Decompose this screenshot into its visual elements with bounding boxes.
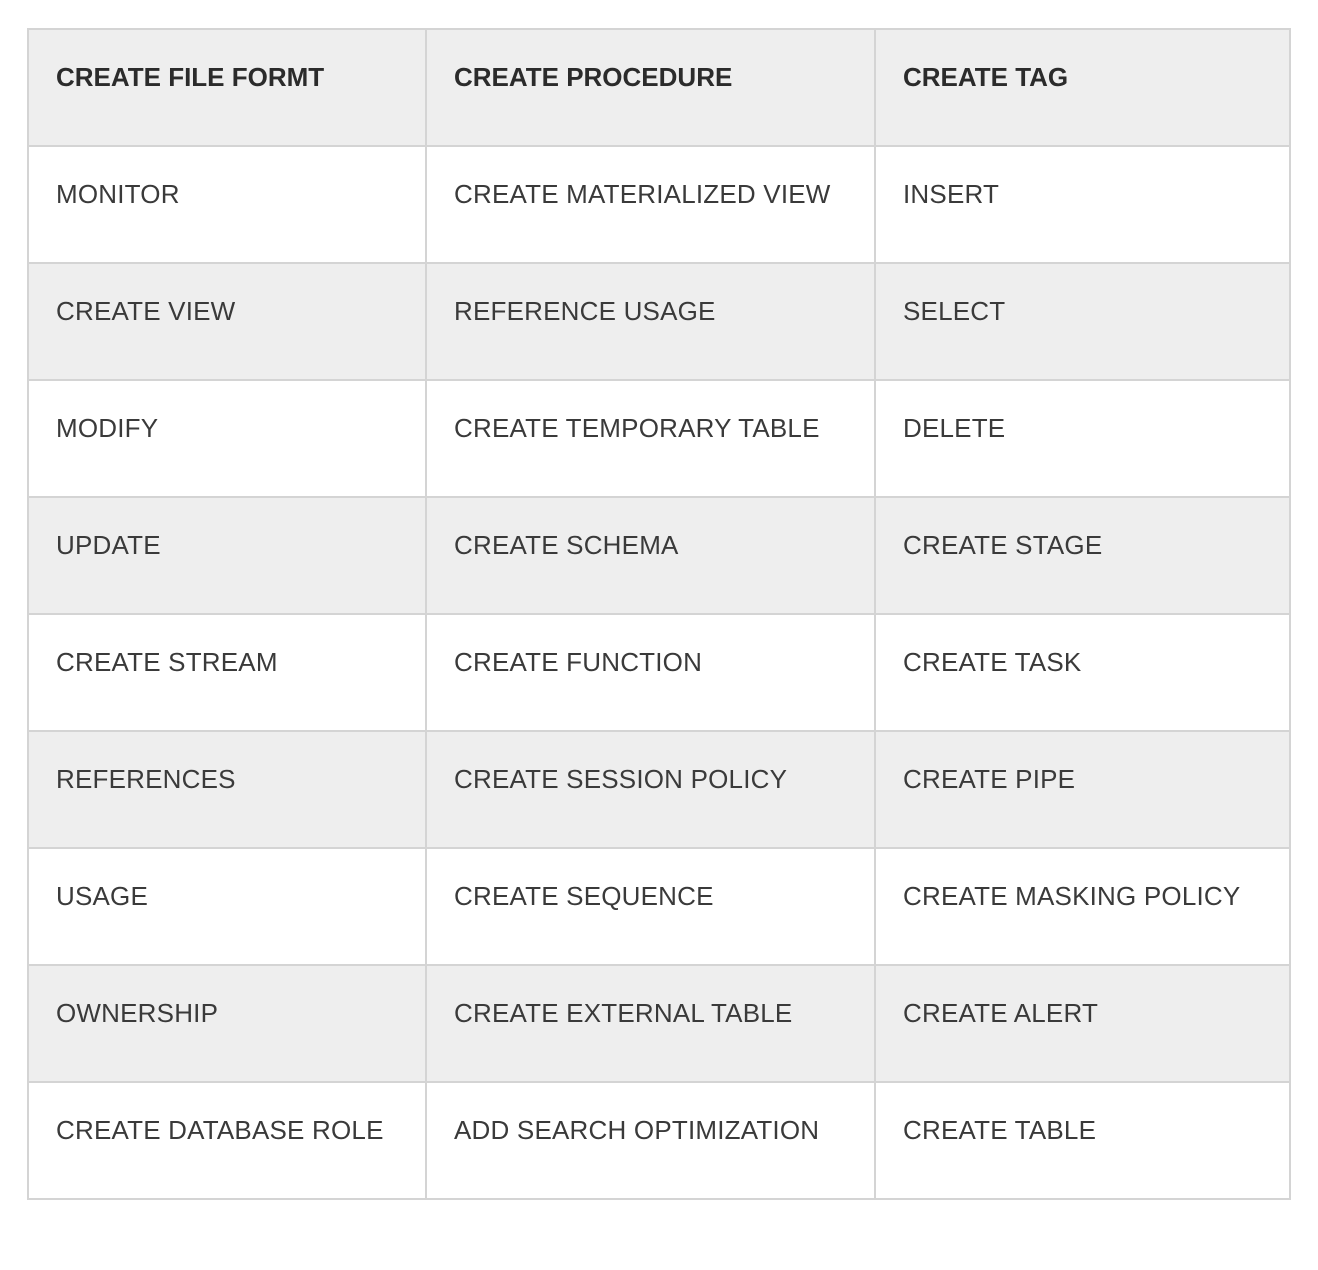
table-cell-text: CREATE PIPE xyxy=(903,764,1076,794)
header-cell xyxy=(426,29,875,146)
table-cell xyxy=(28,263,426,380)
table-cell-text: CREATE SESSION POLICY xyxy=(454,764,788,794)
table-cell xyxy=(875,380,1290,497)
table-cell-text: SELECT xyxy=(903,296,1006,326)
table-cell xyxy=(28,1082,426,1199)
table-cell-text: OWNERSHIP xyxy=(56,998,219,1028)
header-row xyxy=(28,29,1290,146)
table-cell xyxy=(426,1082,875,1199)
table-cell xyxy=(28,380,426,497)
table-cell-text: CREATE MASKING POLICY xyxy=(903,881,1241,911)
table-cell xyxy=(875,1082,1290,1199)
table-cell xyxy=(28,497,426,614)
table-cell-text: REFERENCES xyxy=(56,764,236,794)
table-cell-text: ADD SEARCH OPTIMIZATION xyxy=(454,1115,820,1145)
table-cell-text: CREATE FUNCTION xyxy=(454,647,703,677)
table-cell xyxy=(426,380,875,497)
table-row xyxy=(28,1082,1290,1199)
table-cell xyxy=(28,614,426,731)
table-cell-text: MODIFY xyxy=(56,413,159,443)
table-cell-text: DELETE xyxy=(903,413,1006,443)
table-cell xyxy=(28,848,426,965)
table-cell xyxy=(875,965,1290,1082)
table-cell-text: CREATE STREAM xyxy=(56,647,278,677)
table-cell xyxy=(875,731,1290,848)
table-cell xyxy=(875,614,1290,731)
table-cell-text: CREATE VIEW xyxy=(56,296,236,326)
table-cell xyxy=(426,146,875,263)
table-cell-text: CREATE EXTERNAL TABLE xyxy=(454,998,793,1028)
table-cell-text: CREATE DATABASE ROLE xyxy=(56,1115,384,1145)
table-cell xyxy=(28,146,426,263)
table-row xyxy=(28,380,1290,497)
table-cell-text: REFERENCE USAGE xyxy=(454,296,716,326)
privileges-table-container xyxy=(27,28,1289,1200)
table-cell xyxy=(875,263,1290,380)
table-cell xyxy=(875,146,1290,263)
table-cell xyxy=(875,848,1290,965)
table-cell-text: INSERT xyxy=(903,179,1000,209)
table-cell xyxy=(875,497,1290,614)
table-row xyxy=(28,614,1290,731)
table-row xyxy=(28,263,1290,380)
table-cell xyxy=(28,731,426,848)
table-row xyxy=(28,731,1290,848)
table-cell-text: CREATE MATERIALIZED VIEW xyxy=(454,179,831,209)
table-cell-text: CREATE TABLE xyxy=(903,1115,1097,1145)
table-cell-text: CREATE ALERT xyxy=(903,998,1099,1028)
table-cell xyxy=(426,614,875,731)
table-row xyxy=(28,146,1290,263)
table-cell xyxy=(426,731,875,848)
header-cell-text: CREATE TAG xyxy=(903,62,1069,92)
table-header xyxy=(28,29,1290,146)
table-cell xyxy=(426,848,875,965)
table-cell-text: CREATE TEMPORARY TABLE xyxy=(454,413,820,443)
table-body xyxy=(28,146,1290,1199)
table-cell xyxy=(426,965,875,1082)
header-cell-text: CREATE FILE FORMT xyxy=(56,62,325,92)
table-row xyxy=(28,965,1290,1082)
table-cell-text: USAGE xyxy=(56,881,149,911)
table-row xyxy=(28,848,1290,965)
header-cell xyxy=(28,29,426,146)
table-cell-text: CREATE SEQUENCE xyxy=(454,881,714,911)
table-cell xyxy=(28,965,426,1082)
table-row xyxy=(28,497,1290,614)
table-cell-text: CREATE TASK xyxy=(903,647,1082,677)
header-cell xyxy=(875,29,1290,146)
table-cell-text: MONITOR xyxy=(56,179,180,209)
table-cell xyxy=(426,263,875,380)
header-cell-text: CREATE PROCEDURE xyxy=(454,62,733,92)
table-cell-text: UPDATE xyxy=(56,530,161,560)
table-cell-text: CREATE SCHEMA xyxy=(454,530,679,560)
privileges-table xyxy=(27,28,1291,1200)
table-cell-text: CREATE STAGE xyxy=(903,530,1103,560)
table-cell xyxy=(426,497,875,614)
